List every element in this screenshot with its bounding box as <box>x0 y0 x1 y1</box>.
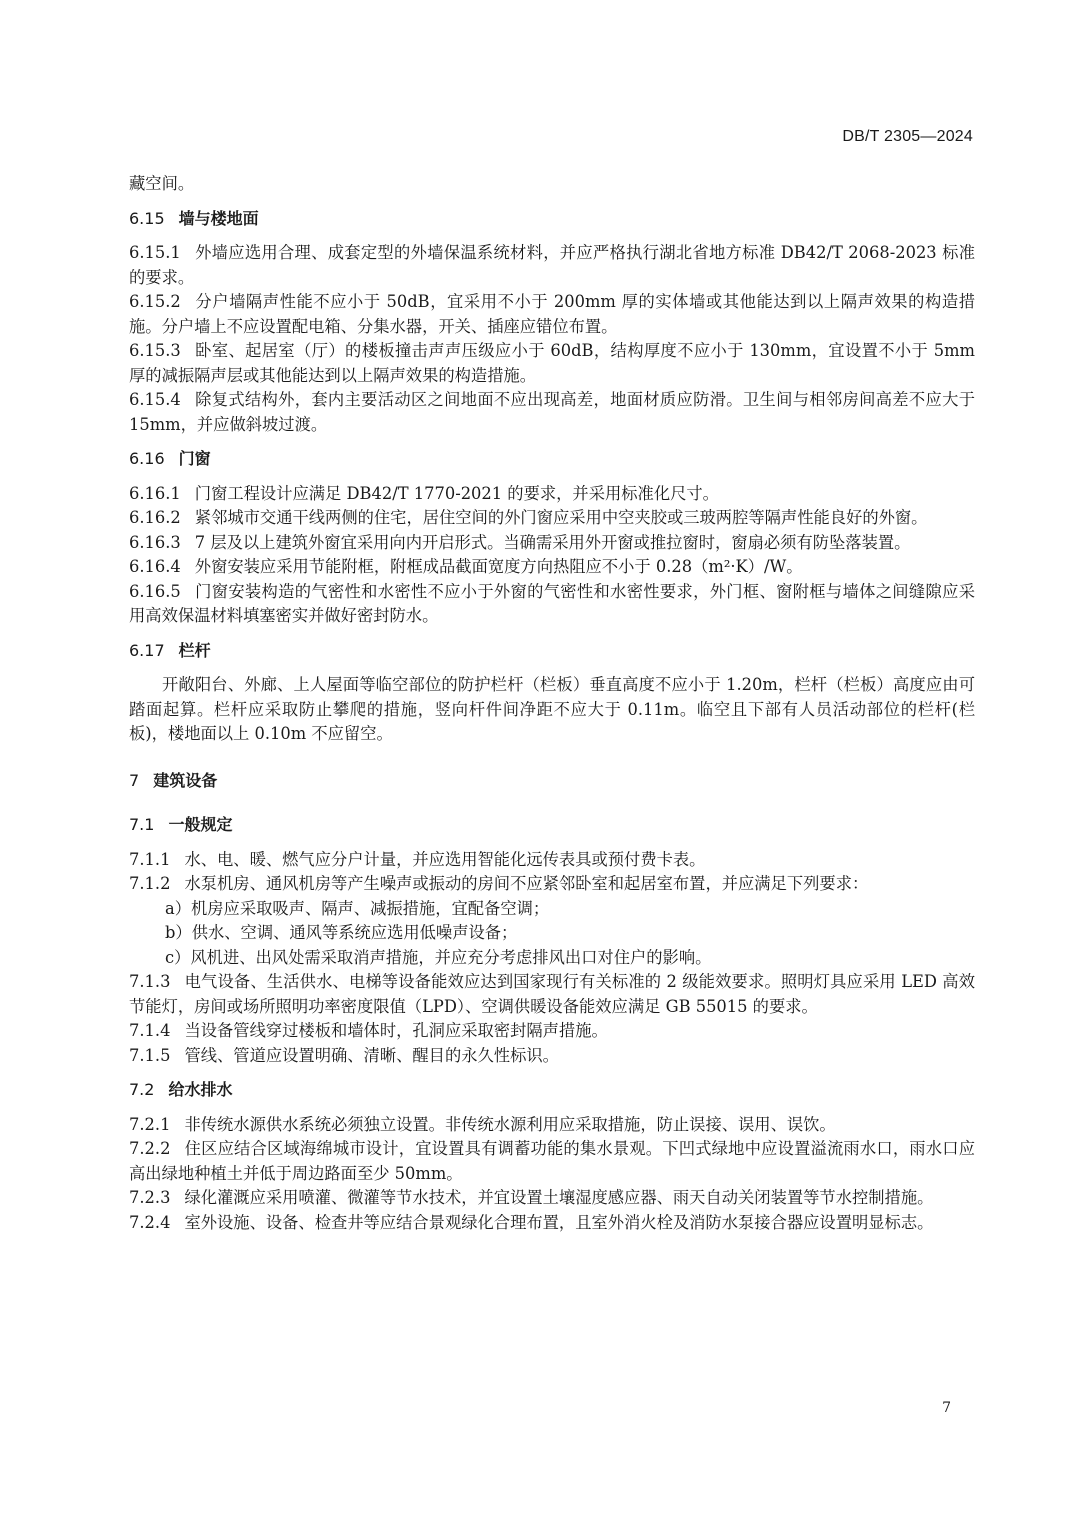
clause-text: 室外设施、设备、检查井等应结合景观绿化合理布置，且室外消火栓及消防水泵接合器应设置明显标志。 <box>184 1212 934 1232</box>
section-title: 一般规定 <box>168 815 233 834</box>
clause-paragraph <box>129 339 975 388</box>
clause-number: 7.1.1 <box>129 849 171 869</box>
list-item <box>129 921 975 946</box>
section-heading <box>129 447 975 472</box>
document-code: DB/T 2305—2024 <box>842 128 973 145</box>
clause-paragraph <box>129 172 975 197</box>
clause-number: 7.2.4 <box>129 1212 171 1232</box>
clause-paragraph <box>129 555 975 580</box>
clause-text: 外墙应选用合理、成套定型的外墙保温系统材料，并应严格执行湖北省地方标准 DB42/T 2068-2023 标准的要求。 <box>129 243 975 287</box>
clause-text: 除复式结构外，套内主要活动区之间地面不应出现高差，地面材质应防滑。卫生间与相邻房间高差不应大于 15mm，并应做斜坡过渡。 <box>129 390 975 434</box>
section-number: 6.15 <box>129 208 165 228</box>
clause-number: 7.1.2 <box>129 874 171 893</box>
section-title: 栏杆 <box>178 640 211 660</box>
clause-paragraph <box>129 241 975 290</box>
clause-text: 电气设备、生活供水、电梯等设备能效应达到国家现行有关标准的 2 级能效要求。照明灯具应采用 LED 高效节能灯，房间或场所照明功率密度限值（LPD）、空调供暖设备能效应满足 GB 55015 的要求。 <box>129 972 975 1016</box>
clause-text: 非传统水源供水系统必须独立设置。非传统水源利用应采取措施，防止误接、误用、误饮。 <box>184 1114 836 1134</box>
clause-text: c）风机进、出风处需采取消声措施，并应充分考虑排风出口对住户的影响。 <box>165 947 712 967</box>
clause-text: 水、电、暖、燃气应分户计量，并应选用智能化远传表具或预付费卡表。 <box>184 849 706 869</box>
clause-paragraph <box>129 531 975 556</box>
clause-text: 管线、管道应设置明确、清晰、醒目的永久性标识。 <box>184 1045 559 1065</box>
list-item <box>129 946 975 971</box>
section-heading <box>129 1078 975 1103</box>
clause-paragraph <box>129 1186 975 1211</box>
clause-paragraph <box>129 506 975 531</box>
section-heading <box>129 207 975 232</box>
clause-text: 门窗安装构造的气密性和水密性不应小于外窗的气密性和水密性要求，外门框、窗附框与墙体之间缝隙应采用高效保温材料填塞密实并做好密封防水。 <box>129 581 975 625</box>
clause-text: 门窗工程设计应满足 DB42/T 1770-2021 的要求，并采用标准化尺寸。 <box>194 483 719 503</box>
clause-number: 6.16.2 <box>129 508 181 527</box>
clause-number: 6.16.1 <box>129 483 181 503</box>
clause-text: 绿化灌溉应采用喷灌、微灌等节水技术，并宜设置土壤湿度感应器、雨天自动关闭装置等节水控制措施。 <box>184 1188 934 1207</box>
clause-number: 7.1.3 <box>129 972 171 991</box>
clause-paragraph <box>129 482 975 507</box>
section-number: 7.2 <box>129 1080 155 1099</box>
section-number: 7.1 <box>129 815 155 834</box>
section-title: 墙与楼地面 <box>178 208 259 228</box>
section-title: 门窗 <box>178 449 211 468</box>
section-heading <box>129 813 975 838</box>
clause-number: 6.15.3 <box>129 341 181 360</box>
clause-number: 7.2.2 <box>129 1139 171 1158</box>
clause-text: 开敞阳台、外廊、上人屋面等临空部位的防护栏杆（栏板）垂直高度不应小于 1.20m，栏杆（栏板）高度应由可踏面起算。栏杆应采取防止攀爬的措施，竖向杆件间净距不应大于 0.11m。临空且下部有人员活动部位的栏杆(栏板)，楼地面以上 0.10m 不应留空。 <box>129 675 975 743</box>
clause-paragraph <box>129 848 975 873</box>
clause-text: 当设备管线穿过楼板和墙体时，孔洞应采取密封隔声措施。 <box>184 1021 608 1040</box>
clause-paragraph <box>129 1113 975 1138</box>
clause-number: 6.16.5 <box>129 581 181 601</box>
section-number: 7 <box>129 770 140 790</box>
clause-paragraph <box>129 1137 975 1186</box>
clause-paragraph <box>129 673 975 747</box>
clause-number: 6.15.1 <box>129 243 181 262</box>
clause-text: 7 层及以上建筑外窗宜采用向内开启形式。当确需采用外开窗或推拉窗时，窗扇必须有防坠落装置。 <box>194 532 911 552</box>
clause-paragraph <box>129 1211 975 1236</box>
clause-text: 外窗安装应采用节能附框，附框成品截面宽度方向热阻应不小于 0.28（m²·K）/W。 <box>194 557 803 576</box>
clause-number: 6.16.3 <box>129 532 181 552</box>
clause-paragraph <box>129 970 975 1019</box>
clause-number: 7.2.3 <box>129 1188 171 1207</box>
clause-text: 水泵机房、通风机房等产生噪声或振动的房间不应紧邻卧室和起居室布置，并应满足下列要求： <box>184 874 869 893</box>
section-heading <box>129 769 975 794</box>
section-title: 建筑设备 <box>153 770 218 790</box>
section-number: 6.17 <box>129 640 165 660</box>
clause-number: 7.1.4 <box>129 1021 171 1040</box>
clause-number: 7.2.1 <box>129 1114 171 1134</box>
clause-paragraph <box>129 580 975 629</box>
document-body <box>129 172 975 1235</box>
list-item <box>129 897 975 922</box>
page-number: 7 <box>942 1400 951 1416</box>
clause-number: 6.16.4 <box>129 557 181 576</box>
section-title: 给水排水 <box>168 1080 233 1099</box>
section-heading <box>129 639 975 664</box>
clause-paragraph <box>129 1019 975 1044</box>
clause-text: b）供水、空调、通风等系统应选用低噪声设备； <box>165 923 518 942</box>
clause-text: 住区应结合区域海绵城市设计，宜设置具有调蓄功能的集水景观。下凹式绿地中应设置溢流雨水口，雨水口应高出绿地种植土并低于周边路面至少 50mm。 <box>129 1139 975 1183</box>
clause-text: 卧室、起居室（厅）的楼板撞击声声压级应小于 60dB，结构厚度不应小于 130mm，宜设置不小于 5mm 厚的减振隔声层或其他能达到以上隔声效果的构造措施。 <box>129 341 975 385</box>
clause-text: 藏空间。 <box>129 174 195 193</box>
clause-number: 6.15.2 <box>129 292 181 311</box>
clause-number: 7.1.5 <box>129 1045 171 1065</box>
section-number: 6.16 <box>129 449 165 468</box>
clause-paragraph <box>129 388 975 437</box>
clause-text: 分户墙隔声性能不应小于 50dB，宜采用不小于 200mm 厚的实体墙或其他能达到以上隔声效果的构造措施。分户墙上不应设置配电箱、分集水器，开关、插座应错位布置。 <box>129 292 975 336</box>
clause-text: a）机房应采取吸声、隔声、减振措施，宜配备空调； <box>165 898 550 918</box>
clause-paragraph <box>129 290 975 339</box>
clause-paragraph <box>129 1044 975 1069</box>
clause-number: 6.15.4 <box>129 390 181 409</box>
clause-paragraph <box>129 872 975 897</box>
clause-text: 紧邻城市交通干线两侧的住宅，居住空间的外门窗应采用中空夹胶或三玻两腔等隔声性能良好的外窗。 <box>194 508 928 527</box>
